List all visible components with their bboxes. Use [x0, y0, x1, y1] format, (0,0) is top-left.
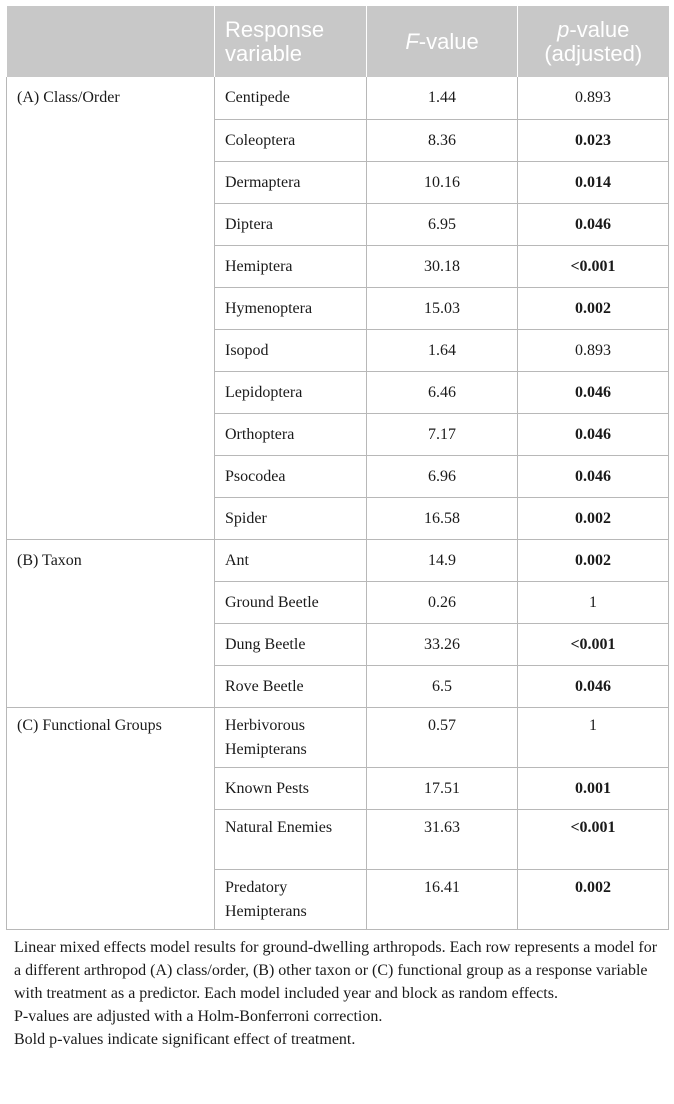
response-variable-cell: Lepidoptera — [215, 371, 367, 413]
p-value-cell: 0.046 — [518, 371, 669, 413]
response-variable-cell: Orthoptera — [215, 413, 367, 455]
p-value-cell: 0.002 — [518, 497, 669, 539]
p-value-cell: 0.046 — [518, 455, 669, 497]
f-value-cell: 15.03 — [367, 287, 518, 329]
p-value-cell: 1 — [518, 581, 669, 623]
p-value-cell: 0.023 — [518, 119, 669, 161]
p-value-cell: 0.001 — [518, 767, 669, 809]
p-value-cell: 0.046 — [518, 203, 669, 245]
header-f-italic: F — [405, 28, 419, 54]
header-row — [7, 6, 669, 77]
response-variable-cell: Known Pests — [215, 767, 367, 809]
f-value-cell: 14.9 — [367, 539, 518, 581]
group-label: (A) Class/Order — [7, 77, 215, 539]
p-value-cell: 0.014 — [518, 161, 669, 203]
p-value-cell: 0.002 — [518, 869, 669, 929]
table-header — [7, 6, 669, 77]
table-container — [6, 6, 668, 1051]
header-f-rest: -value — [418, 28, 479, 54]
f-value-cell: 17.51 — [367, 767, 518, 809]
f-value-cell: 6.5 — [367, 665, 518, 707]
f-value-cell: 0.57 — [367, 707, 518, 767]
footnote-adjustment: P-values are adjusted with a Holm-Bonferroni correction. — [14, 1007, 383, 1025]
results-table — [6, 6, 669, 930]
header-response-line2: variable — [225, 40, 303, 66]
p-value-cell: 1 — [518, 707, 669, 767]
table-row — [7, 707, 669, 767]
p-value-cell: 0.046 — [518, 665, 669, 707]
header-group-col — [7, 6, 215, 77]
response-variable-cell: Predatory Hemipterans — [215, 869, 367, 929]
response-variable-cell: Diptera — [215, 203, 367, 245]
p-value-cell: <0.001 — [518, 809, 669, 869]
p-value-cell: 0.046 — [518, 413, 669, 455]
f-value-cell: 7.17 — [367, 413, 518, 455]
f-value-cell: 33.26 — [367, 623, 518, 665]
response-variable-cell: Rove Beetle — [215, 665, 367, 707]
response-variable-cell: Herbivorous Hemipterans — [215, 707, 367, 767]
response-variable-cell: Spider — [215, 497, 367, 539]
group-label: (B) Taxon — [7, 539, 215, 707]
header-p-italic: p — [557, 16, 570, 42]
f-value-cell: 16.41 — [367, 869, 518, 929]
f-value-cell: 1.64 — [367, 329, 518, 371]
response-variable-cell: Natural Enemies — [215, 809, 367, 869]
p-value-cell: 0.893 — [518, 329, 669, 371]
table-row — [7, 77, 669, 119]
f-value-cell: 6.46 — [367, 371, 518, 413]
p-value-cell: 0.893 — [518, 77, 669, 119]
p-value-cell: 0.002 — [518, 287, 669, 329]
header-response-variable — [215, 6, 367, 77]
response-variable-cell: Centipede — [215, 77, 367, 119]
f-value-cell: 8.36 — [367, 119, 518, 161]
response-variable-cell: Hymenoptera — [215, 287, 367, 329]
f-value-cell: 31.63 — [367, 809, 518, 869]
f-value-cell: 10.16 — [367, 161, 518, 203]
response-variable-cell: Psocodea — [215, 455, 367, 497]
response-variable-cell: Dermaptera — [215, 161, 367, 203]
f-value-cell: 6.96 — [367, 455, 518, 497]
response-variable-cell: Isopod — [215, 329, 367, 371]
p-value-cell: <0.001 — [518, 245, 669, 287]
f-value-cell: 1.44 — [367, 77, 518, 119]
response-variable-cell: Ant — [215, 539, 367, 581]
group-label: (C) Functional Groups — [7, 707, 215, 929]
table-row — [7, 539, 669, 581]
header-response-line1: Response — [225, 16, 325, 42]
table-body — [7, 77, 669, 929]
f-value-cell: 16.58 — [367, 497, 518, 539]
footnote-bold-meaning: Bold p-values indicate significant effect of treatment. — [14, 1030, 356, 1048]
p-value-cell: <0.001 — [518, 623, 669, 665]
f-value-cell: 0.26 — [367, 581, 518, 623]
f-value-cell: 6.95 — [367, 203, 518, 245]
table-footnotes — [6, 930, 668, 1051]
response-variable-cell: Hemiptera — [215, 245, 367, 287]
response-variable-cell: Dung Beetle — [215, 623, 367, 665]
header-f-value — [367, 6, 518, 77]
response-variable-cell: Ground Beetle — [215, 581, 367, 623]
header-p-line2: (adjusted) — [544, 40, 643, 66]
p-value-cell: 0.002 — [518, 539, 669, 581]
header-p-rest: -value — [569, 16, 630, 42]
f-value-cell: 30.18 — [367, 245, 518, 287]
response-variable-cell: Coleoptera — [215, 119, 367, 161]
header-p-value — [518, 6, 669, 77]
footnote-description: Linear mixed effects model results for ground-dwelling arthropods. Each row represents a model for a different arthropod (A) class/order, (B) other taxon or (C) functional group as a response variable with treatment as a predictor. Each model included year and block as random effects. — [14, 938, 658, 1002]
